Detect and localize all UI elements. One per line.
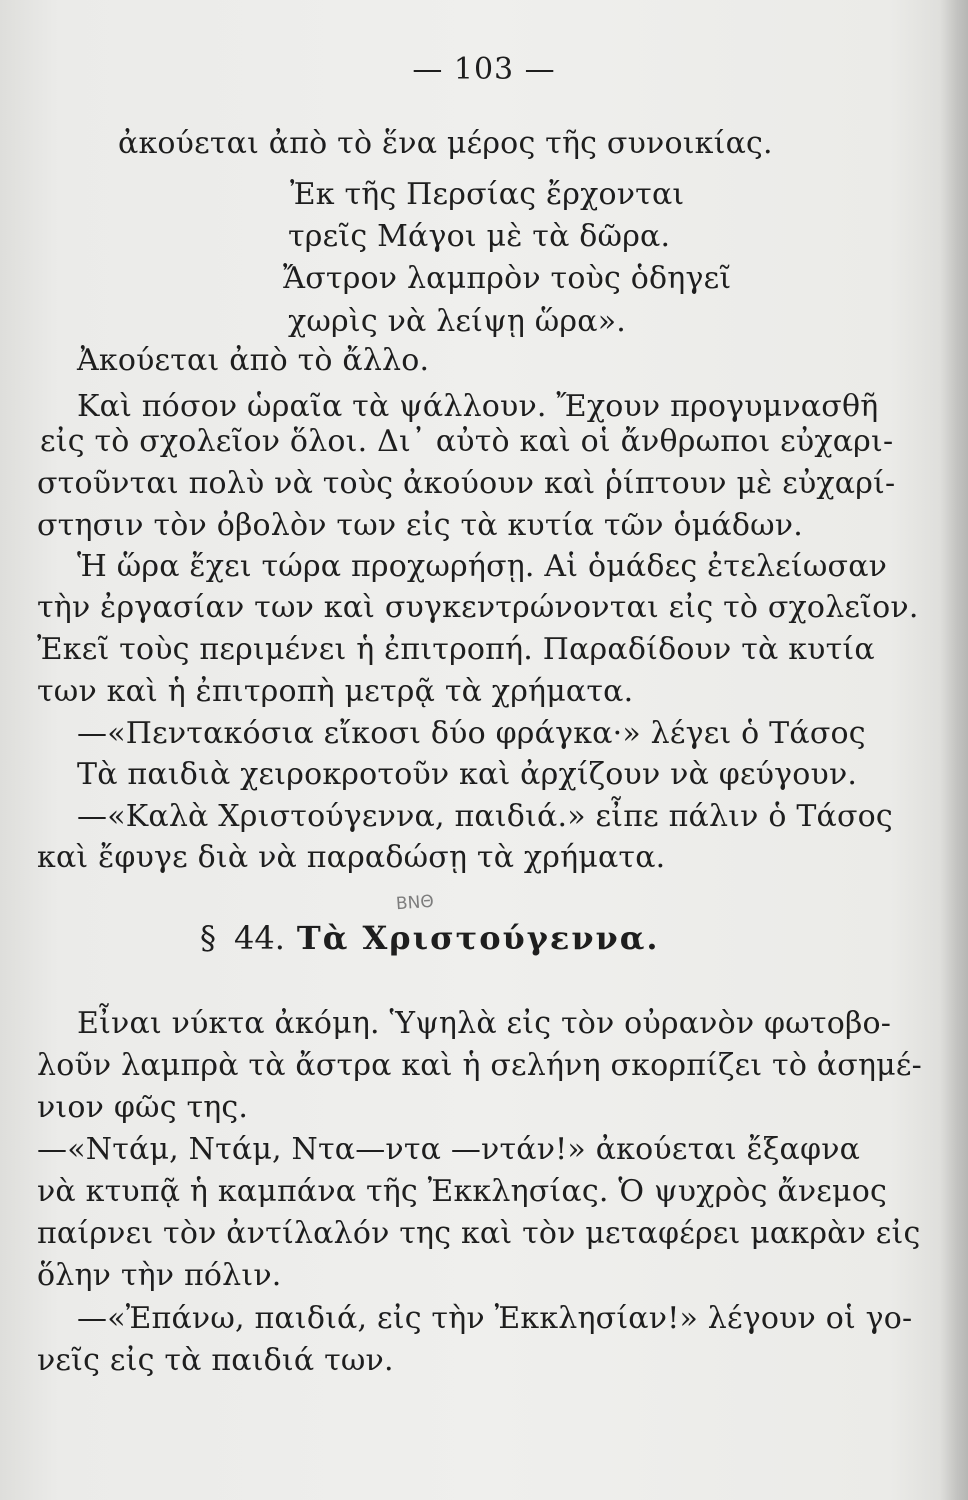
text-line: νὰ κτυπᾷ ἡ καμπάνα τῆς Ἐκκλησίας. Ὁ ψυχρὸς ἄνεμος <box>37 1174 888 1209</box>
verse-line: χωρὶς νὰ λείψῃ ὥρα». <box>288 304 627 339</box>
text-line: νιον φῶς της. <box>37 1090 249 1125</box>
section-heading <box>200 916 720 960</box>
text-line: τὴν ἐργασίαν των καὶ συγκεντρώνονται εἰς τὸ σχολεῖον. <box>37 590 919 625</box>
text-line: —«Καλὰ Χριστούγεννα, παιδιά.» εἶπε πάλιν ὁ Τάσος <box>77 799 893 834</box>
text-line: Καὶ πόσον ὡραῖα τὰ ψάλλουν. Ἔχουν προγυμνασθῆ <box>77 389 879 424</box>
text-line: νεῖς εἰς τὰ παιδιά των. <box>37 1343 394 1378</box>
text-line: ἀκούεται ἀπὸ τὸ ἕνα μέρος τῆς συνοικίας. <box>118 126 773 161</box>
text-line: —«Ντάμ, Ντάμ, Ντα—ντα —ντάν!» ἀκούεται ἔξαφνα <box>37 1132 861 1167</box>
text-line: λοῦν λαμπρὰ τὰ ἄστρα καὶ ἡ σελήνη σκορπίζει τὸ ἀσημέ- <box>37 1048 922 1083</box>
text-line: ὅλην τὴν πόλιν. <box>37 1258 282 1293</box>
section-title: Τὰ Χριστούγεννα. <box>296 919 660 957</box>
verse-line: τρεῖς Μάγοι μὲ τὰ δῶρα. <box>288 219 671 254</box>
pencil-annotation: ΒΝΘ <box>395 891 435 915</box>
text-line: Ἐκεῖ τοὺς περιμένει ἡ ἐπιτροπή. Παραδίδουν τὰ κυτία <box>37 632 875 667</box>
text-line: —«Πεντακόσια εἴκοσι δύο φράγκα·» λέγει ὁ Τάσος <box>77 716 866 751</box>
text-line: παίρνει τὸν ἀντίλαλόν της καὶ τὸν μεταφέρει μακρὰν εἰς <box>37 1216 921 1251</box>
text-line: Ἡ ὥρα ἔχει τώρα προχωρήσῃ. Αἱ ὁμάδες ἐτελείωσαν <box>77 549 888 584</box>
page-edge-shadow <box>940 0 968 1500</box>
text-line: στοῦνται πολὺ νὰ τοὺς ἀκούουν καὶ ῥίπτουν μὲ εὐχαρί- <box>37 466 896 501</box>
text-line: καὶ ἔφυγε διὰ νὰ παραδώσῃ τὰ χρήματα. <box>37 840 666 875</box>
text-line: στησιν τὸν ὀβολὸν των εἰς τὰ κυτία τῶν ὁμάδων. <box>37 508 803 543</box>
text-line: των καὶ ἡ ἐπιτροπὴ μετρᾷ τὰ χρήματα. <box>37 674 634 709</box>
section-number: 44. <box>234 919 285 957</box>
text-line: Εἶναι νύκτα ἀκόμη. Ὑψηλὰ εἰς τὸν οὐρανὸν φωτοβο- <box>77 1006 892 1041</box>
text-line: Τὰ παιδιὰ χειροκροτοῦν καὶ ἀρχίζουν νὰ φεύγουν. <box>77 757 858 792</box>
section-sign: § <box>200 919 216 957</box>
verse-line: Ἐκ τῆς Περσίας ἔρχονται <box>290 177 685 212</box>
page-number: — 103 — <box>412 52 556 87</box>
text-line: εἰς τὸ σχολεῖον ὅλοι. Δι᾽ αὐτὸ καὶ οἱ ἄνθρωποι εὐχαρι- <box>40 424 894 459</box>
verse-line: Ἄστρον λαμπρὸν τοὺς ὁδηγεῖ <box>283 261 732 296</box>
text-line: Ἀκούεται ἀπὸ τὸ ἄλλο. <box>77 343 430 378</box>
text-line: —«Ἐπάνω, παιδιά, εἰς τὴν Ἐκκλησίαν!» λέγουν οἱ γο- <box>77 1301 913 1336</box>
